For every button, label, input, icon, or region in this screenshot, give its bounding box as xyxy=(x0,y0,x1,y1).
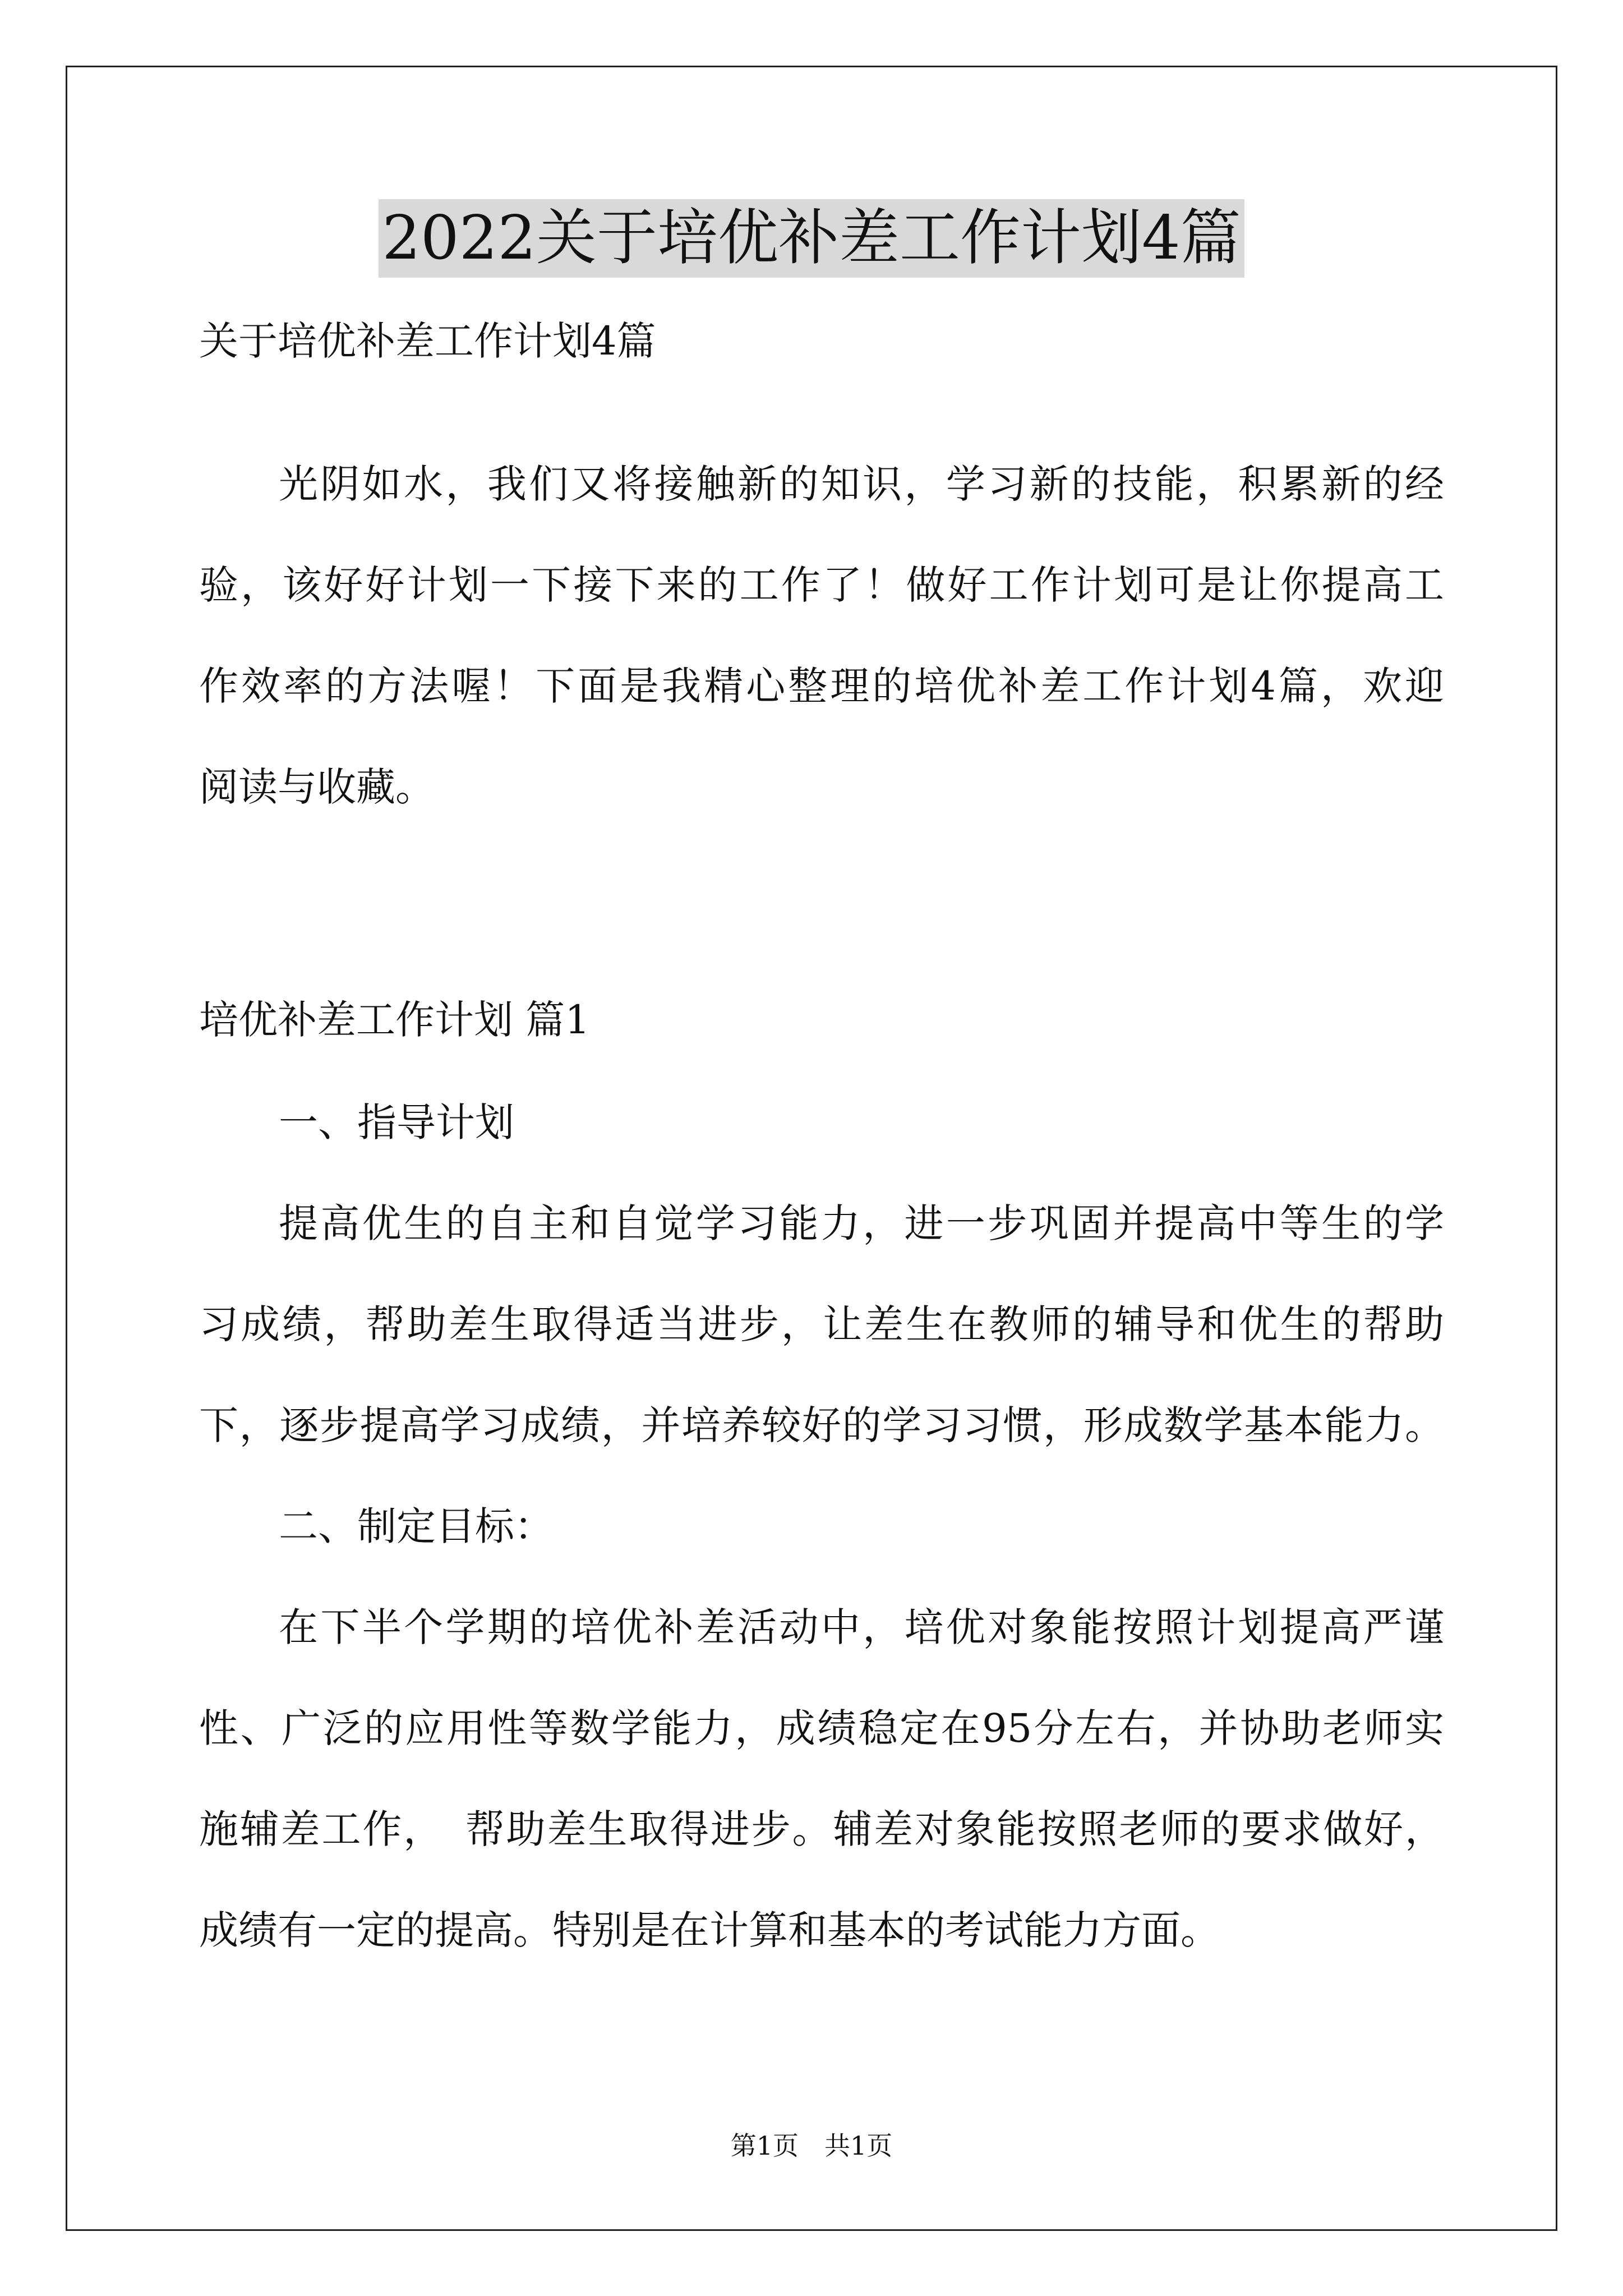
document-subtitle: 关于培优补差工作计划4篇 xyxy=(199,318,656,364)
heading-guidance-plan: 一、指导计划 xyxy=(279,1099,514,1145)
para1-line-2: 习成绩，帮助差生取得适当进步，让差生在教师的辅导和优生的帮助 xyxy=(199,1301,1444,1347)
heading-set-goals: 二、制定目标： xyxy=(279,1503,554,1549)
intro-line-3: 作效率的方法喔！下面是我精心整理的培优补差工作计划4篇，欢迎 xyxy=(199,663,1444,709)
para2-line-2: 性、广泛的应用性等数学能力，成绩稳定在95分左右，并协助老师实 xyxy=(199,1705,1444,1751)
para1-line-1: 提高优生的自主和自觉学习能力，进一步巩固并提高中等生的学 xyxy=(279,1200,1444,1246)
para2-line-4: 成绩有一定的提高。特别是在计算和基本的考试能力方面。 xyxy=(199,1907,1220,1953)
intro-line-2: 验，该好好计划一下接下来的工作了！做好工作计划可是让你提高工 xyxy=(199,562,1444,608)
intro-line-4: 阅读与收藏。 xyxy=(199,764,435,810)
section-heading: 培优补差工作计划 篇1 xyxy=(199,997,590,1043)
para2-line-1: 在下半个学期的培优补差活动中，培优对象能按照计划提高严谨 xyxy=(279,1604,1444,1650)
page-footer: 第1页 共1页 xyxy=(730,2131,893,2161)
title-container xyxy=(0,199,1623,278)
intro-line-1: 光阴如水，我们又将接触新的知识，学习新的技能，积累新的经 xyxy=(279,461,1444,507)
para1-line-3: 下，逐步提高学习成绩，并培养较好的学习习惯，形成数学基本能力。 xyxy=(199,1402,1444,1448)
document-title: 2022关于培优补差工作计划4篇 xyxy=(379,199,1244,278)
para2-line-3: 施辅差工作， 帮助差生取得进步。辅差对象能按照老师的要求做好， xyxy=(199,1806,1444,1852)
